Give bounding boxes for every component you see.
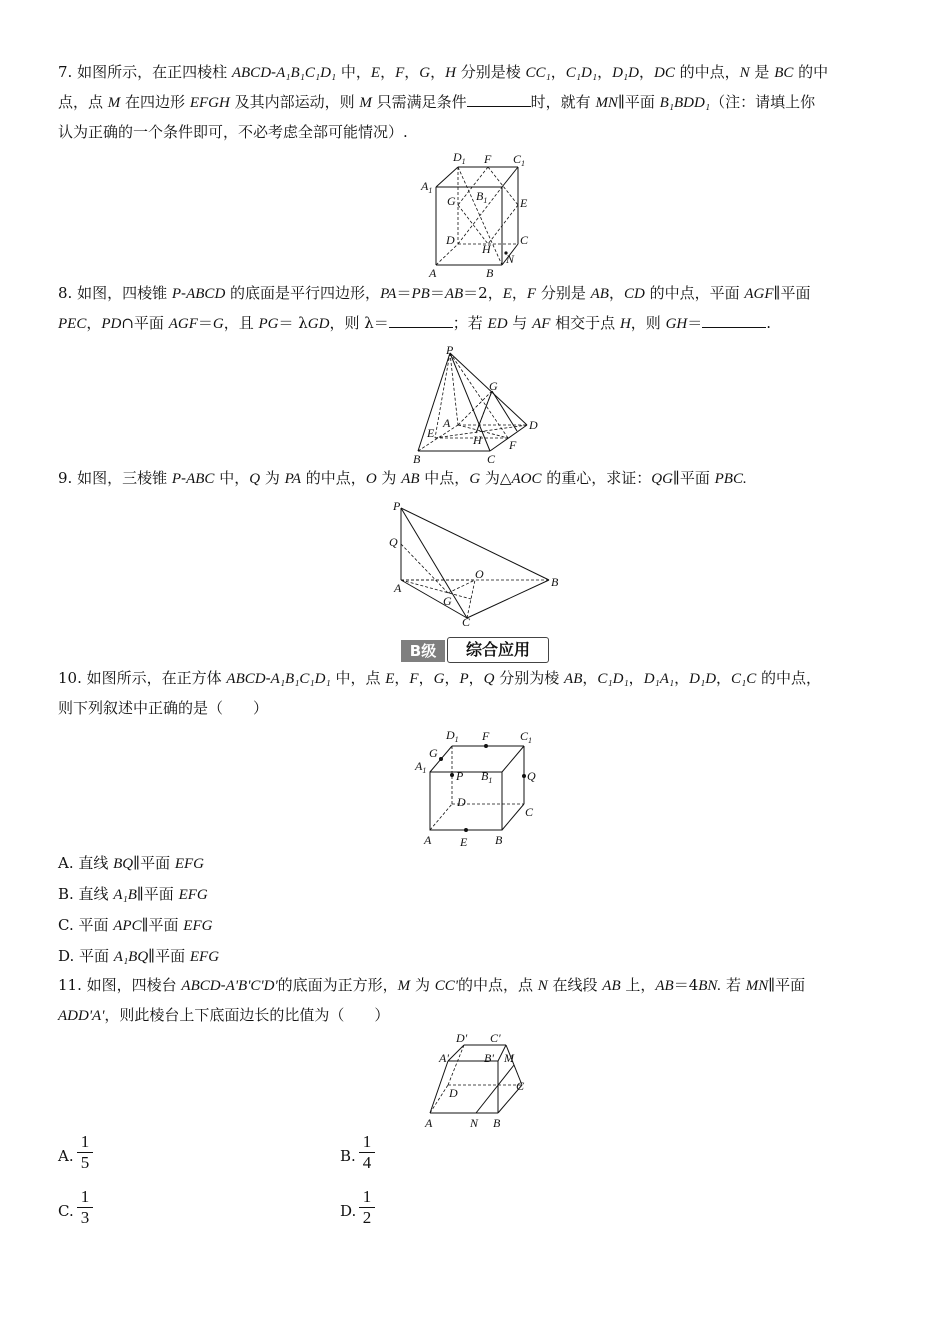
answer-blank[interactable] <box>467 92 531 107</box>
fig8-label-C: C <box>487 452 496 465</box>
q11-option-a-label[interactable]: A. <box>58 1147 74 1165</box>
fig7-label-C1: $C_1$ <box>513 152 526 168</box>
fig7-label-A1: $A_1$ <box>421 179 433 195</box>
fig8-label-P: P <box>446 343 454 357</box>
q11-option-a-fraction[interactable]: 1 5 <box>77 1133 93 1172</box>
q8-text: 8. 如图，四棱锥 P-ABCD 的底面是平行四边形，PA＝PB＝AB＝2，E，F 分别是 AB，CD 的中点，平面 AGF∥平面 PEC，PD∩平面 AGF＝G，且 PG＝ λGD，则 λ＝ ；若 ED 与 AF 相交于点 H，则 GH＝ . <box>58 284 811 332</box>
q9-text: 9. 如图，三棱锥 P-ABC 中，Q 为 PA 的中点，O 为 AB 中点，G 为△AOC 的重心，求证：QG∥平面 PBC. <box>58 469 747 487</box>
section-title: 综合应用 <box>447 637 549 663</box>
fig8-label-A: A <box>443 416 451 430</box>
fig7-label-D1: $D_1$ <box>453 150 466 166</box>
fig9-label-O: O <box>475 567 484 581</box>
q10-option-d[interactable]: D. 平面 A₁BQ∥平面 EFG <box>58 947 220 965</box>
fig10-label-B: B <box>495 833 503 847</box>
q11-option-b-label[interactable]: B. <box>340 1147 356 1165</box>
fig11-label-Dp: D' <box>456 1031 468 1045</box>
fig8-label-D: D <box>529 418 538 432</box>
fig10-label-A: A <box>424 833 432 847</box>
fig7-label-F: F <box>484 152 492 166</box>
fig11-label-Ap: A' <box>439 1051 449 1065</box>
fig11-label-D: D <box>449 1086 458 1100</box>
fig11-label-B: B <box>493 1116 501 1130</box>
q11-text: 11. 如图，四棱台 ABCD-A'B'C'D'的底面为正方形，M 为 CC'的中点，点 N 在线段 AB 上，AB＝4BN. 若 MN∥平面 ADD'A'，则此棱台上下底面边长的比值为（ ） <box>58 976 806 1024</box>
figure-q11-frustum <box>420 1031 532 1131</box>
q11-option-b-fraction[interactable]: 1 4 <box>359 1133 375 1172</box>
figure-q8-pyramid <box>410 343 545 465</box>
fig7-label-N: N <box>506 252 515 266</box>
fig9-label-B: B <box>551 575 559 589</box>
q11-option-d-fraction[interactable]: 1 2 <box>359 1188 375 1227</box>
fig10-label-Q: Q <box>527 769 536 783</box>
fig7-label-D: D <box>446 233 455 247</box>
q10-text: 10. 如图所示，在正方体 ABCD-A₁B₁C₁D₁ 中，点 E，F，G，P，Q 分别为棱 AB，C₁D₁，D₁A₁，D₁D，C₁C 的中点， 则下列叙述中正确的是（ ） <box>58 669 822 717</box>
fig8-label-H: H <box>473 433 482 447</box>
fig10-label-F: F <box>482 729 490 743</box>
fig7-label-B: B <box>486 266 494 280</box>
answer-blank-lambda[interactable] <box>389 313 453 328</box>
fig11-label-M: M <box>504 1051 514 1065</box>
fig10-label-G: G <box>429 746 438 760</box>
fig7-label-G: G <box>447 194 456 208</box>
figure-q10-cube <box>412 726 542 852</box>
fig8-label-G: G <box>489 379 498 393</box>
fig11-label-Cp: C' <box>490 1031 501 1045</box>
fig8-label-F: F <box>509 438 517 452</box>
q10-option-b[interactable]: B. 直线 A₁B∥平面 EFG <box>58 885 208 903</box>
figure-q7-prism <box>418 150 534 280</box>
fig11-label-Bp: B' <box>484 1051 494 1065</box>
q11-option-d-label[interactable]: D. <box>340 1202 357 1220</box>
fig7-label-H: H <box>482 242 491 256</box>
fig7-label-C: C <box>520 233 529 247</box>
q10-option-c[interactable]: C. 平面 APC∥平面 EFG <box>58 916 213 934</box>
answer-blank-gh[interactable] <box>702 313 766 328</box>
fig9-label-G: G <box>443 594 452 608</box>
fig7-label-B1: $B_1$ <box>476 189 488 205</box>
fig8-label-B: B <box>413 452 421 465</box>
q11-option-c-label[interactable]: C. <box>58 1202 74 1220</box>
q11-option-c-fraction[interactable]: 1 3 <box>77 1188 93 1227</box>
q7-text: 7. 如图所示，在正四棱柱 ABCD-A₁B₁C₁D₁ 中，E，F，G，H 分别是棱 CC₁，C₁D₁，D₁D，DC 的中点，N 是 BC 的中 点，点 M 在四边形 EFGH 及其内部运动，则 M 只需满足条件 时，就有 MN∥平面 B₁BDD₁（注：请填上你 认为正确的一个条件即可，不必考虑全部可能情况）. <box>58 63 829 141</box>
level-badge: B级 <box>401 640 445 662</box>
fig9-label-P: P <box>393 499 401 513</box>
fig11-label-C: C <box>516 1079 525 1093</box>
fig9-label-A: A <box>394 581 402 595</box>
fig9-label-Q: Q <box>389 535 398 549</box>
fig10-label-P: P <box>456 769 464 783</box>
fig8-label-E: E <box>427 426 435 440</box>
fig10-label-C1: $C_1$ <box>520 729 533 745</box>
fig11-label-N: N <box>470 1116 479 1130</box>
fig10-label-B1: $B_1$ <box>481 769 493 785</box>
fig11-label-A: A <box>425 1116 433 1130</box>
section-banner-b-level <box>401 636 551 664</box>
fig10-label-D1: $D_1$ <box>446 728 459 744</box>
fig7-label-E: E <box>520 196 528 210</box>
fig10-label-E: E <box>460 835 468 849</box>
fig10-label-A1: $A_1$ <box>415 759 427 775</box>
fig10-label-C: C <box>525 805 534 819</box>
fig9-label-C: C <box>462 615 471 628</box>
fig7-label-A: A <box>429 266 437 280</box>
fig10-label-D: D <box>457 795 466 809</box>
figure-q9-tetrahedron <box>385 496 565 628</box>
q10-option-a[interactable]: A. 直线 BQ∥平面 EFG <box>58 854 205 872</box>
